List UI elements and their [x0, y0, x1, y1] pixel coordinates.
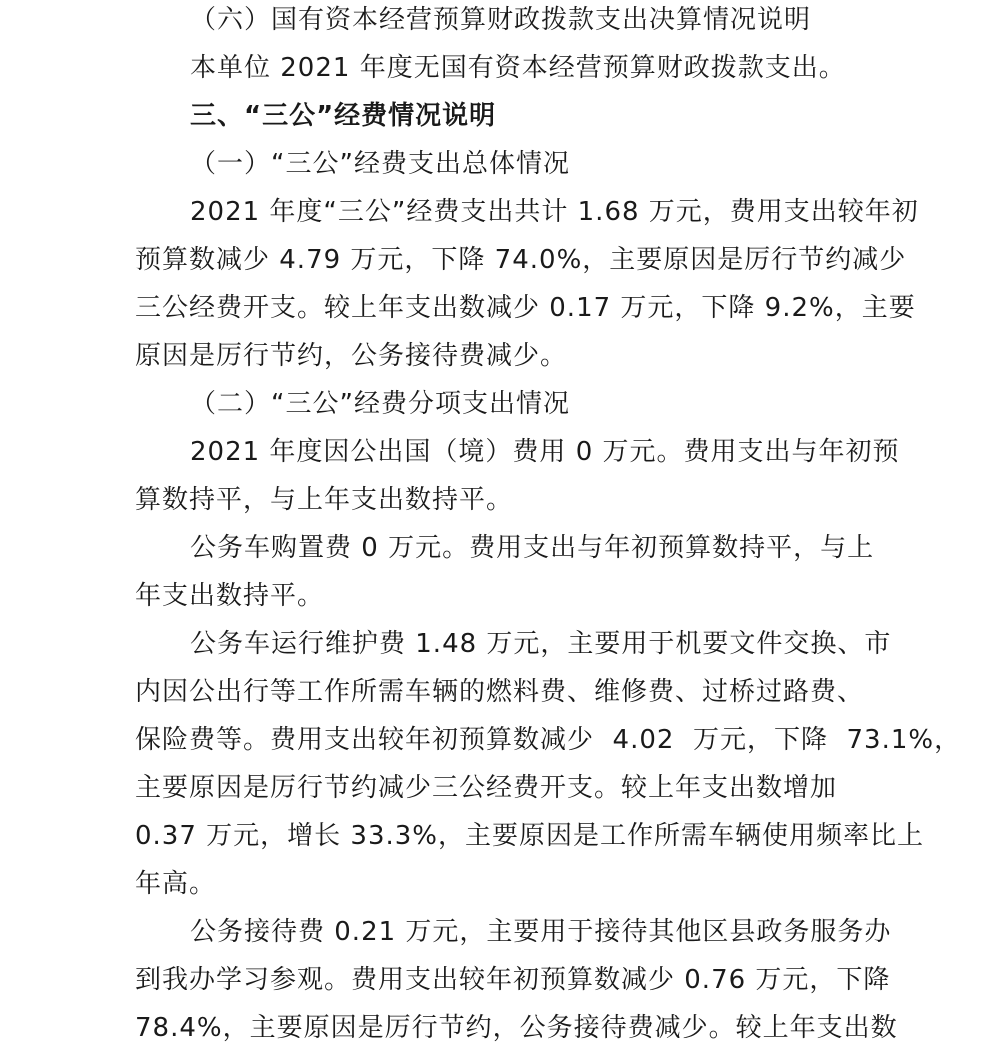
vehicle-maint-para-line: 内因公出行等工作所需车辆的燃料费、维修费、过桥过路费、 — [135, 677, 865, 707]
reception-para-line: 到我办学习参观。费用支出较年初预算数减少 0.76 万元，下降 — [135, 965, 891, 995]
reception-para-line: 78.4%，主要原因是厉行节约，公务接待费减少。较上年支出数 — [135, 1013, 898, 1043]
section-6-heading: （六）国有资本经营预算财政拨款支出决算情况说明 — [190, 5, 812, 35]
vehicle-maint-para-line: 0.37 万元，增长 33.3%，主要原因是工作所需车辆使用频率比上 — [135, 821, 925, 851]
part-3-heading: 三、“三公”经费情况说明 — [190, 101, 497, 131]
sub-1-body-line: 原因是厉行节约，公务接待费减少。 — [135, 341, 568, 371]
sub-1-heading: （一）“三公”经费支出总体情况 — [190, 149, 570, 179]
vehicle-maint-para-line: 公务车运行维护费 1.48 万元，主要用于机要文件交换、市 — [190, 629, 892, 659]
sub-1-body-line: 预算数减少 4.79 万元，下降 74.0%，主要原因是厉行节约减少 — [135, 245, 907, 275]
vehicle-purchase-para-line: 公务车购置费 0 万元。费用支出与年初预算数持平，与上 — [190, 533, 875, 563]
sub-1-body-line: 2021 年度“三公”经费支出共计 1.68 万元，费用支出较年初 — [190, 197, 919, 227]
vehicle-maint-para-line: 年高。 — [135, 869, 217, 899]
abroad-para-line: 算数持平，与上年支出数持平。 — [135, 485, 514, 515]
vehicle-maint-para-line: 主要原因是厉行节约减少三公经费开支。较上年支出数增加 — [135, 773, 838, 803]
vehicle-maint-para-line: 保险费等。费用支出较年初预算数减少 4.02 万元，下降 73.1%， — [135, 725, 962, 755]
section-6-body: 本单位 2021 年度无国有资本经营预算财政拨款支出。 — [190, 53, 846, 83]
abroad-para-line: 2021 年度因公出国（境）费用 0 万元。费用支出与年初预 — [190, 437, 900, 467]
sub-1-body-line: 三公经费开支。较上年支出数减少 0.17 万元，下降 9.2%，主要 — [135, 293, 916, 323]
reception-para-line: 公务接待费 0.21 万元，主要用于接待其他区县政务服务办 — [190, 917, 892, 947]
sub-2-heading: （二）“三公”经费分项支出情况 — [190, 389, 570, 419]
vehicle-purchase-para-line: 年支出数持平。 — [135, 581, 325, 611]
